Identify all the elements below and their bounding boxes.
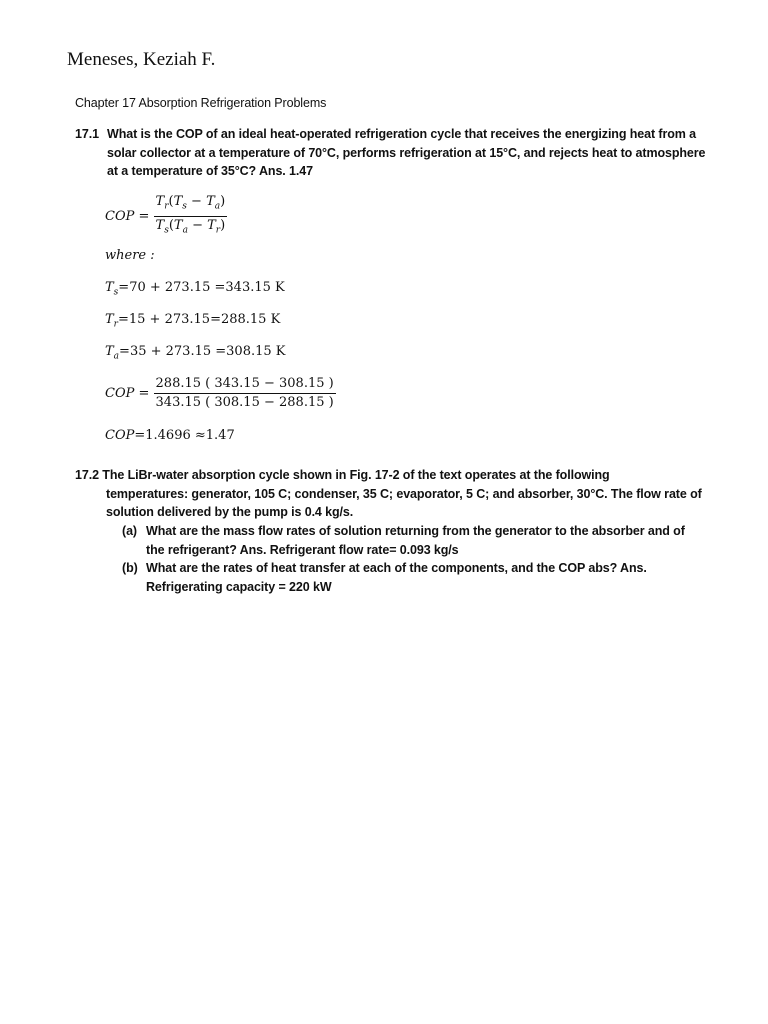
chapter-title: Chapter 17 Absorption Refrigeration Problems: [75, 96, 327, 110]
cop-formula: COP = $\frac{T_r(T_s - T_a)}{T_s(T_a - T_r)}$: [105, 194, 226, 236]
ts-equation: $T_s=70 + 273.15 =343.15$ K: [105, 280, 285, 298]
problem-text: 17.2 The LiBr-water absorption cycle shown in Fig. 17-2 of the text operates at the following: [75, 468, 610, 482]
problem-number: 17.1: [75, 127, 99, 141]
document-page: Meneses, Keziah F. Chapter 17 Absorption Refrigeration Problems 17.1 What is the COP of an ideal heat-operated refrigeration cycle that receives the energizing heat from a solar collector at a temperature of 70°C, performs refrigeration at 15°C, and rejects heat to atmosphere at a temperature of 35°C? Ans. 1.47 COP = $\frac{T_r(T_s - T_a)}{T_s(T_a - T_r)}$ where : $T_s=70 + 273.15 =343.15$ K $T_r=15 + 273.15=288.15$ K $T_a=35 + 273.15 =308.15$ K COP = $\frac{288.15 ( 343.15 - 308.15 )}{343.15 ( 308.15 - 288.15 )}$ COP=1.4696 ≈1.47 17.2 The LiBr-water absorption cycle shown in Fig. 17-2 of the text operates at the following temperatures: generator, 105 C; condenser, 35 C; evaporator, 5 C; and absorber, 30°C. The flow rate of solution delivered by the pump is 0.4 kg/s. (a) What are the mass flow rates of solution returning from the generator to the absorber and of the refrigerant? Ans. Refrigerant flow rate= 0.093 kg/s (b) What are the rates of heat transfer at each of the components, and the COP abs? Ans. Refrigerating capacity = 220 kW: [0, 0, 768, 1024]
problem-text: What is the COP of an ideal heat-operated refrigeration cycle that receives the energizing heat from a solar collector at a temperature of 70°C, performs refrigeration at 15°C, and rejects heat to atmosphere at a temperature of 35°C? Ans. 1.47: [107, 127, 706, 178]
tr-equation: $T_r=15 + 273.15=288.15$ K: [105, 312, 281, 330]
author-name: Meneses, Keziah F.: [67, 49, 216, 70]
problem-text-continued: temperatures: generator, 105 C; condenser, 35 C; evaporator, 5 C; and absorber, 30°C. The flow rate of solution delivered by the pump is 0.4 kg/s.: [106, 486, 702, 519]
cop-substitution: COP = $\frac{288.15 ( 343.15 - 308.15 )}{343.15 ( 308.15 - 288.15 )}$: [105, 376, 334, 410]
problem-17-2: [75, 466, 715, 522]
where-label: where :: [105, 248, 155, 263]
cop-result: COP=1.4696 ≈1.47: [105, 428, 235, 443]
ta-equation: $T_a=35 + 273.15 =308.15$ K: [105, 344, 286, 362]
